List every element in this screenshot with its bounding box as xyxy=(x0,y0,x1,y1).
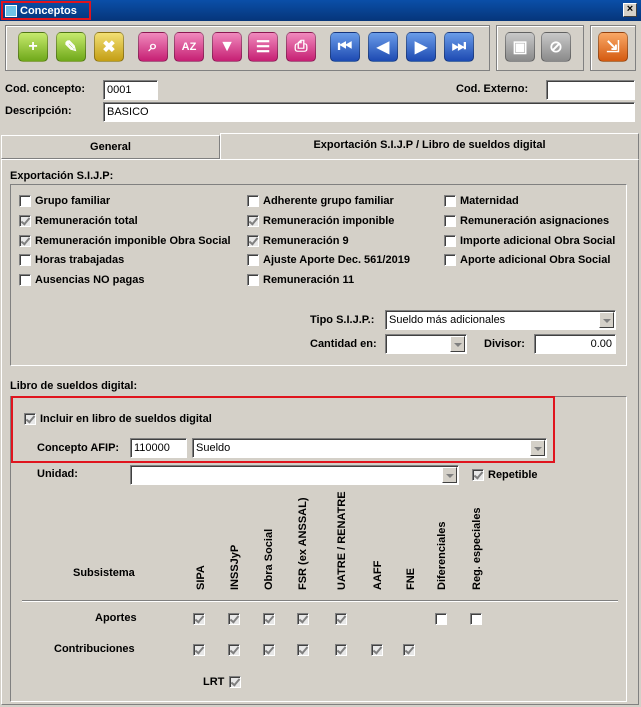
concepto-afip-code-input[interactable]: 110000 xyxy=(130,438,187,458)
col-sipa: SIPA xyxy=(195,565,207,590)
chevron-down-icon xyxy=(450,336,465,352)
libro-section-title: Libro de sueldos digital: xyxy=(10,380,138,392)
toolbar-exit xyxy=(590,25,636,71)
remuneracion-imponible-checkbox[interactable]: Remuneración imponible xyxy=(247,215,394,227)
contribuciones-label: Contribuciones xyxy=(54,643,135,655)
aporte-adicional-os-checkbox[interactable]: Aporte adicional Obra Social xyxy=(444,254,610,266)
print-icon[interactable]: ⎙ xyxy=(286,32,316,62)
delete-icon[interactable]: ✖ xyxy=(94,32,124,62)
remuneracion-imponible-os-checkbox[interactable]: Remuneración imponible Obra Social xyxy=(19,235,231,247)
cod-concepto-label: Cod. concepto: xyxy=(5,83,86,95)
col-obra-social: Obra Social xyxy=(263,528,275,590)
col-fsr: FSR (ex ANSSAL) xyxy=(297,497,309,590)
aportes-diferenciales-checkbox[interactable] xyxy=(435,613,451,625)
lrt-checkbox[interactable] xyxy=(229,676,245,688)
search-icon[interactable]: ⌕ xyxy=(138,32,168,62)
window-title: Conceptos xyxy=(20,4,77,17)
cantidad-en-select[interactable] xyxy=(385,334,467,354)
sort-icon[interactable]: AZ xyxy=(174,32,204,62)
app-icon xyxy=(5,5,17,17)
horas-trabajadas-checkbox[interactable]: Horas trabajadas xyxy=(19,254,124,266)
unidad-label: Unidad: xyxy=(37,468,78,480)
aportes-reg-especiales-checkbox[interactable] xyxy=(470,613,486,625)
remuneracion-asignaciones-checkbox[interactable]: Remuneración asignaciones xyxy=(444,215,609,227)
title-bar xyxy=(0,0,641,21)
grupo-familiar-checkbox[interactable]: Grupo familiar xyxy=(19,195,110,207)
remuneracion-9-checkbox[interactable]: Remuneración 9 xyxy=(247,235,349,247)
toolbar-save xyxy=(496,25,584,71)
concepto-afip-select[interactable]: Sueldo xyxy=(192,438,547,458)
save-icon[interactable]: ▣ xyxy=(505,32,535,62)
remuneracion-total-checkbox[interactable]: Remuneración total xyxy=(19,215,138,227)
incluir-libro-checkbox[interactable]: Incluir en libro de sueldos digital xyxy=(24,413,212,425)
contrib-uatre-checkbox[interactable] xyxy=(335,644,351,656)
chevron-down-icon xyxy=(599,312,614,328)
contrib-sipa-checkbox[interactable] xyxy=(193,644,209,656)
importe-adicional-os-checkbox[interactable]: Importe adicional Obra Social xyxy=(444,235,615,247)
cod-externo-label: Cod. Externo: xyxy=(456,83,529,95)
previous-record-icon[interactable]: ◀ xyxy=(368,32,398,62)
contrib-inssjyp-checkbox[interactable] xyxy=(228,644,244,656)
cancel-icon[interactable]: ⊘ xyxy=(541,32,571,62)
divisor-label: Divisor: xyxy=(484,338,525,350)
col-aaff: AAFF xyxy=(372,560,384,590)
tipo-sijp-select[interactable]: Sueldo más adicionales xyxy=(385,310,616,330)
aportes-obra-social-checkbox[interactable] xyxy=(263,613,279,625)
contrib-aaff-checkbox[interactable] xyxy=(371,644,387,656)
aportes-fsr-checkbox[interactable] xyxy=(297,613,313,625)
concepto-afip-label: Concepto AFIP: xyxy=(37,442,120,454)
remuneracion-11-checkbox[interactable]: Remuneración 11 xyxy=(247,274,354,286)
tipo-sijp-label: Tipo S.I.J.P.: xyxy=(310,314,375,326)
cod-concepto-input[interactable]: 0001 xyxy=(103,80,158,100)
report-icon[interactable]: ☰ xyxy=(248,32,278,62)
descripcion-label: Descripción: xyxy=(5,105,72,117)
col-uatre: UATRE / RENATRE xyxy=(336,491,348,590)
aportes-inssjyp-checkbox[interactable] xyxy=(228,613,244,625)
cantidad-en-label: Cantidad en: xyxy=(310,338,377,350)
adherente-grupo-familiar-checkbox[interactable]: Adherente grupo familiar xyxy=(247,195,394,207)
chevron-down-icon xyxy=(530,440,545,456)
unidad-select[interactable] xyxy=(130,465,459,485)
aportes-uatre-checkbox[interactable] xyxy=(335,613,351,625)
sijp-section-title: Exportación S.I.J.P: xyxy=(10,170,114,182)
toolbar-main xyxy=(5,25,490,71)
tab-general[interactable]: General xyxy=(1,135,220,159)
divisor-input[interactable]: 0.00 xyxy=(534,334,616,354)
subsistema-label: Subsistema xyxy=(73,567,135,579)
col-fne: FNE xyxy=(405,568,417,590)
contrib-fne-checkbox[interactable] xyxy=(403,644,419,656)
descripcion-input[interactable]: BASICO xyxy=(103,102,635,122)
last-record-icon[interactable]: ⏭ xyxy=(444,32,474,62)
exit-icon[interactable]: ⇲ xyxy=(598,32,628,62)
contrib-fsr-checkbox[interactable] xyxy=(297,644,313,656)
repetible-checkbox[interactable]: Repetible xyxy=(472,469,538,481)
col-reg-especiales: Reg. especiales xyxy=(471,507,483,590)
edit-icon[interactable]: ✎ xyxy=(56,32,86,62)
aportes-sipa-checkbox[interactable] xyxy=(193,613,209,625)
first-record-icon[interactable]: ⏮ xyxy=(330,32,360,62)
aportes-label: Aportes xyxy=(95,612,137,624)
ausencias-no-pagas-checkbox[interactable]: Ausencias NO pagas xyxy=(19,274,144,286)
filter-icon[interactable]: ▼ xyxy=(212,32,242,62)
maternidad-checkbox[interactable]: Maternidad xyxy=(444,195,519,207)
add-icon[interactable]: + xyxy=(18,32,48,62)
col-inssjyp: INSSJyP xyxy=(229,544,241,590)
ajuste-aporte-checkbox[interactable]: Ajuste Aporte Dec. 561/2019 xyxy=(247,254,410,266)
close-button[interactable]: × xyxy=(623,3,637,17)
divider xyxy=(22,600,618,602)
window-title-highlight xyxy=(1,1,91,20)
chevron-down-icon xyxy=(442,467,457,483)
contrib-obra-social-checkbox[interactable] xyxy=(263,644,279,656)
next-record-icon[interactable]: ▶ xyxy=(406,32,436,62)
lrt-label: LRT xyxy=(203,676,225,688)
cod-externo-input[interactable] xyxy=(546,80,635,100)
col-diferenciales: Diferenciales xyxy=(436,521,448,590)
tab-exportacion[interactable]: Exportación S.I.J.P / Libro de sueldos digital xyxy=(220,133,639,159)
